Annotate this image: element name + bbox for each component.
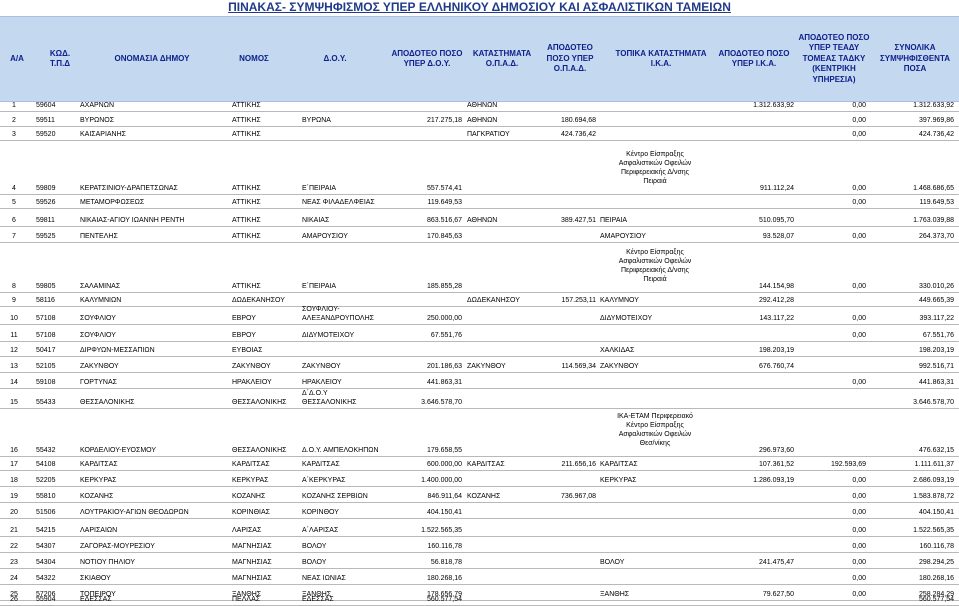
cell-code: 52105 (36, 363, 56, 370)
cell-total: 1.763.039,88 (913, 217, 954, 224)
cell-aa: 21 (10, 527, 18, 534)
cell-amount-teady: 0,00 (852, 283, 866, 290)
cell-total: 298.294,25 (918, 559, 954, 566)
cell-amount-doy: 250.000,00 (426, 315, 462, 322)
cell-municipality: ΛΑΡΙΣΑΙΩΝ (80, 527, 118, 534)
cell-doy: ΣΟΥΦΛΙΟΥ- ΑΛΕΞΑΝΔΡΟΥΠΟΛΗΣ (302, 306, 374, 322)
cell-doy: ΒΟΛΟΥ (302, 543, 327, 550)
cell-code: 55904 (36, 596, 56, 603)
cell-aa: 5 (12, 199, 16, 206)
cell-amount-doy: 56.818,78 (430, 559, 462, 566)
cell-total: 476.632,15 (918, 447, 954, 454)
header-opad-branches: ΚΑΤΑΣΤΗΜΑΤΑ Ο.Π.Α.Δ. (472, 48, 532, 68)
cell-total: 1.312.633,92 (913, 102, 954, 109)
cell-prefecture: ΔΩΔΕΚΑΝΗΣΟΥ (232, 297, 285, 304)
cell-amount-opad: 157.253,11 (561, 297, 596, 304)
cell-doy: Α΄ΚΕΡΚΥΡΑΣ (302, 477, 346, 484)
cell-ika: Κέντρο Είσπραξης Ασφαλιστικών Οφειλών Περιφερειακής Δ/νσης Πειραιά (618, 151, 692, 185)
header-amount-doy: ΑΠΟΔΟΤΕΟ ΠΟΣΟ ΥΠΕΡ Δ.Ο.Υ. (391, 48, 463, 68)
cell-ika: ΚΑΡΔΙΤΣΑΣ (600, 461, 638, 468)
cell-ika: ΚΕΡΚΥΡΑΣ (600, 477, 637, 484)
cell-code: 59809 (36, 185, 56, 192)
cell-prefecture: ΑΤΤΙΚΗΣ (232, 217, 261, 224)
table-row (0, 569, 959, 585)
cell-prefecture: ΕΒΡΟΥ (232, 332, 256, 339)
cell-opad: ΑΘΗΝΩΝ (467, 117, 498, 124)
cell-total: 330.010,26 (918, 283, 954, 290)
cell-aa: 14 (10, 379, 18, 386)
cell-code: 59604 (36, 102, 56, 109)
cell-municipality: ΚΑΛΥΜΝΙΩΝ (80, 297, 122, 304)
table-row (0, 209, 959, 227)
cell-amount-ika: 79.627,50 (762, 591, 794, 598)
cell-aa: 12 (10, 347, 18, 354)
table-row (0, 389, 959, 409)
cell-prefecture: ΑΤΤΙΚΗΣ (232, 102, 261, 109)
cell-amount-opad: 424.736,42 (560, 131, 596, 138)
cell-amount-teady: 0,00 (852, 185, 866, 192)
cell-code: 59526 (36, 199, 56, 206)
cell-aa: 15 (10, 399, 18, 406)
cell-ika: ΚΑΛΥΜΝΟΥ (600, 297, 639, 304)
table-row (0, 373, 959, 389)
cell-total: 424.736,42 (918, 131, 954, 138)
cell-municipality: ΛΟΥΤΡΑΚΙΟΥ-ΑΓΙΩΝ ΘΕΟΔΩΡΩΝ (80, 509, 189, 516)
cell-doy: ΚΟΡΙΝΘΟΥ (302, 509, 339, 516)
cell-prefecture: ΠΕΛΛΑΣ (232, 596, 261, 603)
cell-prefecture: ΞΑΝΘΗΣ (232, 591, 262, 598)
cell-municipality: ΑΧΑΡΝΩΝ (80, 102, 115, 109)
cell-aa: 9 (12, 297, 16, 304)
cell-opad: ΑΘΗΝΩΝ (467, 102, 498, 109)
cell-amount-teady: 0,00 (852, 477, 866, 484)
cell-amount-opad: 736.967,08 (560, 493, 596, 500)
cell-total: 441.863,31 (918, 379, 954, 386)
table-row (0, 471, 959, 487)
cell-amount-teady: 0,00 (852, 575, 866, 582)
cell-amount-ika: 1.286.093,19 (753, 477, 794, 484)
cell-code: 54304 (36, 559, 56, 566)
cell-amount-teady: 0,00 (852, 493, 866, 500)
cell-opad: ΑΘΗΝΩΝ (467, 217, 498, 224)
cell-amount-ika: 1.312.633,92 (753, 102, 794, 109)
cell-amount-ika: 198.203,19 (758, 347, 794, 354)
cell-ika: Κέντρο Είσπραξης Ασφαλιστικών Οφειλών Περιφερειακής Δ/νσης Πειραιά (618, 249, 692, 283)
cell-code: 55432 (36, 447, 56, 454)
cell-prefecture: ΚΟΖΑΝΗΣ (232, 493, 266, 500)
cell-code: 57206 (36, 591, 56, 598)
cell-amount-teady: 0,00 (852, 379, 866, 386)
cell-code: 57108 (36, 315, 56, 322)
cell-amount-ika: 144.154,98 (758, 283, 794, 290)
cell-amount-teady: 0,00 (852, 117, 866, 124)
cell-aa: 22 (10, 543, 18, 550)
cell-total: 560.577,54 (918, 596, 954, 603)
cell-aa: 19 (10, 493, 18, 500)
cell-doy: ΖΑΚΥΝΘΟΥ (302, 363, 341, 370)
cell-amount-doy: 201.186,63 (426, 363, 462, 370)
cell-amount-doy: 863.516,67 (426, 217, 462, 224)
cell-municipality: ΣΟΥΦΛΙΟΥ (80, 315, 116, 322)
cell-amount-teady: 192.593,69 (830, 461, 866, 468)
cell-amount-doy: 1.522.565,35 (421, 527, 462, 534)
cell-amount-teady: 0,00 (852, 509, 866, 516)
cell-doy: ΒΟΛΟΥ (302, 559, 327, 566)
cell-code: 59525 (36, 233, 56, 240)
cell-prefecture: ΑΤΤΙΚΗΣ (232, 283, 261, 290)
cell-aa: 4 (12, 185, 16, 192)
cell-total: 1.583.878,72 (913, 493, 954, 500)
cell-prefecture: ΜΑΓΝΗΣΙΑΣ (232, 575, 272, 582)
cell-municipality: ΖΑΓΟΡΑΣ-ΜΟΥΡΕΣΙΟΥ (80, 543, 155, 550)
cell-doy: ΚΟΖΑΝΗΣ ΣΕΡΒΙΩΝ (302, 493, 368, 500)
cell-amount-ika: 676.760,74 (758, 363, 794, 370)
cell-doy: ΝΙΚΑΙΑΣ (302, 217, 330, 224)
cell-code: 59511 (36, 117, 55, 124)
cell-amount-ika: 911.112,24 (760, 185, 794, 192)
cell-prefecture: ΘΕΣΣΑΛΟΝΙΚΗΣ (232, 447, 287, 454)
cell-code: 52205 (36, 477, 56, 484)
cell-municipality: ΚΟΖΑΝΗΣ (80, 493, 114, 500)
cell-total: 404.150,41 (918, 509, 954, 516)
cell-amount-teady: 0,00 (852, 591, 866, 598)
page-title: ΠΙΝΑΚΑΣ- ΣΥΜΨΗΦΙΣΜΟΣ ΥΠΕΡ ΕΛΛΗΝΙΚΟΥ ΔΗΜΟΣΙΟΥ ΚΑΙ ΑΣΦΑΛΙΣΤΙΚΩΝ ΤΑΜΕΙΩΝ (228, 0, 731, 14)
cell-aa: 2 (12, 117, 16, 124)
table-row (0, 243, 959, 293)
cell-prefecture: ΑΤΤΙΚΗΣ (232, 233, 261, 240)
cell-total: 67.551,76 (922, 332, 954, 339)
cell-prefecture: ΘΕΣΣΑΛΟΝΙΚΗΣ (232, 399, 287, 406)
cell-municipality: ΒΥΡΩΝΟΣ (80, 117, 115, 124)
header-aa: Α/Α (10, 53, 24, 63)
cell-municipality: ΜΕΤΑΜΟΡΦΩΣΕΩΣ (80, 199, 145, 206)
cell-total: 2.686.093,19 (913, 477, 954, 484)
cell-total: 198.203,19 (918, 347, 954, 354)
cell-amount-opad: 389.427,51 (560, 217, 596, 224)
cell-prefecture: ΛΑΡΙΣΑΣ (232, 527, 262, 534)
cell-ika: ΑΜΑΡΟΥΣΙΟΥ (600, 233, 646, 240)
cell-code: 59108 (36, 379, 56, 386)
cell-amount-doy: 3.646.578,70 (421, 399, 462, 406)
table-row (0, 409, 959, 457)
cell-amount-ika: 143.117,22 (759, 315, 794, 322)
cell-ika: ΧΑΛΚΙΔΑΣ (600, 347, 635, 354)
cell-aa: 17 (10, 461, 18, 468)
cell-amount-doy: 1.400.000,00 (421, 477, 462, 484)
header-municipality: ΟΝΟΜΑΣΙΑ ΔΗΜΟΥ (114, 53, 190, 63)
cell-amount-opad: 114.569,34 (561, 363, 596, 370)
cell-aa: 20 (10, 509, 18, 516)
cell-municipality: ΣΟΥΦΛΙΟΥ (80, 332, 116, 339)
cell-code: 59805 (36, 283, 56, 290)
cell-total: 1.522.565,35 (913, 527, 954, 534)
cell-amount-doy: 170.845,63 (426, 233, 462, 240)
header-prefecture: ΝΟΜΟΣ (239, 53, 269, 63)
cell-doy: Ε΄ΠΕΙΡΑΙΑ (302, 283, 337, 290)
cell-prefecture: ΑΤΤΙΚΗΣ (232, 199, 261, 206)
cell-total: 992.516,71 (918, 363, 954, 370)
cell-municipality: ΚΑΡΔΙΤΣΑΣ (80, 461, 118, 468)
cell-ika: ΞΑΝΘΗΣ (600, 591, 630, 598)
cell-amount-ika: 292.412,28 (758, 297, 794, 304)
table-row (0, 357, 959, 373)
cell-total: 160.116,78 (919, 543, 954, 550)
cell-aa: 11 (10, 332, 18, 339)
cell-doy: ΕΔΕΣΣΑΣ (302, 596, 334, 603)
cell-code: 54108 (36, 461, 56, 468)
cell-amount-teady: 0,00 (852, 199, 866, 206)
cell-prefecture: ΕΒΡΟΥ (232, 315, 256, 322)
cell-doy: ΒΥΡΩΝΑ (302, 117, 331, 124)
header-total: ΣΥΝΟΛΙΚΑ ΣΥΜΨΗΦΙΣΘΕΝΤΑ ΠΟΣΑ (879, 43, 951, 74)
cell-amount-ika: 107.361,52 (758, 461, 794, 468)
cell-amount-doy: 178.656,79 (426, 591, 462, 598)
cell-code: 54322 (36, 575, 56, 582)
cell-municipality: ΕΔΕΣΣΑΣ (80, 596, 112, 603)
cell-total: 393.117,22 (919, 315, 954, 322)
cell-code: 51506 (36, 509, 56, 516)
table-row (0, 112, 959, 127)
cell-municipality: ΚΟΡΔΕΛΙΟΥ-ΕΥΟΣΜΟΥ (80, 447, 157, 454)
cell-municipality: ΣΚΙΑΘΟΥ (80, 575, 111, 582)
table-row (0, 227, 959, 243)
cell-amount-doy: 217.275,18 (426, 117, 462, 124)
cell-municipality: ΝΟΤΙΟΥ ΠΗΛΙΟΥ (80, 559, 136, 566)
cell-amount-doy: 67.551,76 (430, 332, 462, 339)
cell-amount-teady: 0,00 (852, 559, 866, 566)
table-row (0, 127, 959, 141)
cell-total: 397.969,86 (918, 117, 954, 124)
cell-doy: Ε΄ΠΕΙΡΑΙΑ (302, 185, 337, 192)
cell-ika: ΠΕΙΡΑΙΑ (600, 217, 628, 224)
cell-code: 57108 (36, 332, 56, 339)
cell-prefecture: ΜΑΓΝΗΣΙΑΣ (232, 559, 272, 566)
cell-prefecture: ΚΕΡΚΥΡΑΣ (232, 477, 269, 484)
cell-amount-opad: 211.656,16 (561, 461, 596, 468)
cell-aa: 18 (10, 477, 18, 484)
header-doy: Δ.Ο.Υ. (323, 53, 347, 63)
table-row (0, 325, 959, 342)
table-row (0, 293, 959, 307)
cell-municipality: ΤΟΠΕΙΡΟΥ (80, 591, 116, 598)
cell-amount-doy: 185.855,28 (426, 283, 462, 290)
cell-total: 449.665,39 (918, 297, 954, 304)
cell-aa: 3 (12, 131, 16, 138)
cell-ika: ΒΟΛΟΥ (600, 559, 625, 566)
cell-total: 1.111.611,37 (914, 461, 954, 468)
cell-doy: ΑΜΑΡΟΥΣΙΟΥ (302, 233, 348, 240)
cell-municipality: ΚΕΡΑΤΣΙΝΙΟΥ-ΔΡΑΠΕΤΣΩΝΑΣ (80, 185, 178, 192)
cell-municipality: ΠΕΝΤΕΛΗΣ (80, 233, 118, 240)
cell-amount-ika: 510.095,70 (758, 217, 794, 224)
cell-aa: 1 (12, 102, 16, 109)
cell-aa: 25 (10, 591, 18, 598)
cell-code: 50417 (36, 347, 56, 354)
cell-amount-teady: 0,00 (852, 102, 866, 109)
table-row (0, 195, 959, 209)
cell-amount-doy: 119.649,53 (427, 199, 462, 206)
cell-amount-teady: 0,00 (852, 527, 866, 534)
cell-municipality: ΓΟΡΤΥΝΑΣ (80, 379, 117, 386)
cell-amount-teady: 0,00 (852, 543, 866, 550)
cell-amount-doy: 160.116,78 (427, 543, 462, 550)
cell-amount-doy: 441.863,31 (426, 379, 462, 386)
cell-amount-opad: 180.694,68 (560, 117, 596, 124)
table-row (0, 596, 959, 606)
cell-doy: ΝΕΑΣ ΙΩΝΙΑΣ (302, 575, 346, 582)
cell-aa: 6 (12, 217, 16, 224)
cell-opad: ΔΩΔΕΚΑΝΗΣΟΥ (467, 297, 520, 304)
cell-amount-doy: 180.268,16 (426, 575, 462, 582)
cell-prefecture: ΑΤΤΙΚΗΣ (232, 117, 261, 124)
cell-amount-doy: 557.574,41 (426, 185, 462, 192)
cell-opad: ΠΑΓΚΡΑΤΙΟΥ (467, 131, 510, 138)
cell-code: 55433 (36, 399, 56, 406)
cell-prefecture: ΑΤΤΙΚΗΣ (232, 131, 261, 138)
cell-amount-ika: 241.475,47 (758, 559, 794, 566)
cell-aa: 8 (12, 283, 16, 290)
cell-municipality: ΣΑΛΑΜΙΝΑΣ (80, 283, 121, 290)
cell-doy: ΗΡΑΚΛΕΙΟΥ (302, 379, 342, 386)
table-row (0, 101, 959, 112)
cell-aa: 16 (10, 447, 18, 454)
cell-doy: Δ΄Δ.Ο.Υ ΘΕΣΣΑΛΟΝΙΚΗΣ (302, 390, 357, 406)
cell-amount-teady: 0,00 (852, 332, 866, 339)
cell-doy: Δ.Ο.Υ. ΑΜΠΕΛΟΚΗΠΩΝ (302, 447, 379, 454)
cell-prefecture: ΖΑΚΥΝΘΟΥ (232, 363, 271, 370)
cell-opad: ΚΑΡΔΙΤΣΑΣ (467, 461, 505, 468)
cell-amount-teady: 0,00 (852, 131, 866, 138)
cell-opad: ΖΑΚΥΝΘΟΥ (467, 363, 506, 370)
header-amount-opad: ΑΠΟΔΟΤΕΟ ΠΟΣΟ ΥΠΕΡ Ο.Π.Α.Δ. (546, 43, 594, 74)
table-row (0, 537, 959, 553)
table-row (0, 503, 959, 519)
cell-doy: ΚΑΡΔΙΤΣΑΣ (302, 461, 340, 468)
table-row (0, 141, 959, 195)
cell-municipality: ΘΕΣΣΑΛΟΝΙΚΗΣ (80, 399, 135, 406)
table-row (0, 487, 959, 503)
cell-amount-ika: 296.973,60 (758, 447, 794, 454)
cell-doy: ΞΑΝΘΗΣ (302, 591, 332, 598)
cell-aa: 23 (10, 559, 18, 566)
cell-prefecture: ΚΑΡΔΙΤΣΑΣ (232, 461, 270, 468)
cell-opad: ΚΟΖΑΝΗΣ (467, 493, 501, 500)
cell-municipality: ΖΑΚΥΝΘΟΥ (80, 363, 119, 370)
cell-prefecture: ΗΡΑΚΛΕΙΟΥ (232, 379, 272, 386)
cell-amount-ika: 93.528,07 (762, 233, 794, 240)
cell-aa: 13 (10, 363, 18, 370)
header-code: ΚΩΔ. Τ.Π.Δ (49, 48, 71, 68)
cell-amount-teady: 0,00 (852, 315, 866, 322)
cell-prefecture: ΚΟΡΙΝΘΙΑΣ (232, 509, 270, 516)
cell-municipality: ΝΙΚΑΙΑΣ-ΑΓΙΟΥ ΙΩΑΝΝΗ ΡΕΝΤΗ (80, 217, 185, 224)
cell-ika: ΔΙΔΥΜΟΤΕΙΧΟΥ (600, 315, 653, 322)
cell-doy: ΔΙΔΥΜΟΤΕΙΧΟΥ (302, 332, 355, 339)
cell-aa: 26 (10, 596, 18, 603)
cell-amount-doy: 404.150,41 (426, 509, 462, 516)
cell-amount-teady: 0,00 (852, 233, 866, 240)
cell-doy: ΝΕΑΣ ΦΙΛΑΔΕΛΦΕΙΑΣ (302, 199, 375, 206)
cell-aa: 24 (10, 575, 18, 582)
cell-amount-doy: 179.658,55 (426, 447, 462, 454)
cell-ika: ΖΑΚΥΝΘΟΥ (600, 363, 639, 370)
cell-aa: 7 (12, 233, 16, 240)
cell-municipality: ΚΑΙΣΑΡΙΑΝΗΣ (80, 131, 126, 138)
cell-amount-doy: 846.911,64 (427, 493, 462, 500)
cell-municipality: ΔΙΡΦΥΩΝ-ΜΕΣΣΑΠΙΩΝ (80, 347, 155, 354)
table-row (0, 342, 959, 357)
cell-code: 59811 (36, 217, 55, 224)
cell-ika: ΙΚΑ-ΕΤΑΜ Περιφερειακό Κέντρο Είσπραξης Ασφαλιστικών Οφειλών Θεσ/νίκης (617, 413, 693, 447)
header-amount-teady: ΑΠΟΔΟΤΕΟ ΠΟΣΟ ΥΠΕΡ ΤΕΑΔΥ ΤΟΜΕΑΣ ΤΑΔΚΥ (ΚΕΝΤΡΙΚΗ ΥΠΗΡΕΣΙΑ) (798, 32, 870, 84)
cell-total: 180.268,16 (918, 575, 954, 582)
cell-total: 119.649,53 (919, 199, 954, 206)
table-row (0, 553, 959, 569)
cell-aa: 10 (10, 315, 18, 322)
cell-prefecture: ΕΥΒΟΙΑΣ (232, 347, 263, 354)
header-ika-branches: ΤΟΠΙΚΑ ΚΑΤΑΣΤΗΜΑΤΑ Ι.Κ.Α. (615, 48, 707, 68)
cell-code: 58116 (36, 297, 55, 304)
table-row (0, 307, 959, 325)
cell-total: 264.373,70 (918, 233, 954, 240)
cell-amount-doy: 600.000,00 (426, 461, 462, 468)
header-amount-ika: ΑΠΟΔΟΤΕΟ ΠΟΣΟ ΥΠΕΡ Ι.Κ.Α. (718, 48, 790, 68)
cell-total: 1.468.686,65 (913, 185, 954, 192)
cell-code: 59520 (36, 131, 56, 138)
cell-total: 258.284,29 (918, 591, 954, 598)
cell-doy: Α΄ΛΑΡΙΣΑΣ (302, 527, 339, 534)
cell-code: 55810 (36, 493, 56, 500)
table-row (0, 519, 959, 537)
cell-prefecture: ΑΤΤΙΚΗΣ (232, 185, 261, 192)
cell-code: 54307 (36, 543, 56, 550)
cell-code: 54215 (36, 527, 56, 534)
cell-prefecture: ΜΑΓΝΗΣΙΑΣ (232, 543, 272, 550)
cell-amount-doy: 560.577,54 (426, 596, 462, 603)
cell-municipality: ΚΕΡΚΥΡΑΣ (80, 477, 117, 484)
cell-total: 3.646.578,70 (913, 399, 954, 406)
table-row (0, 457, 959, 471)
